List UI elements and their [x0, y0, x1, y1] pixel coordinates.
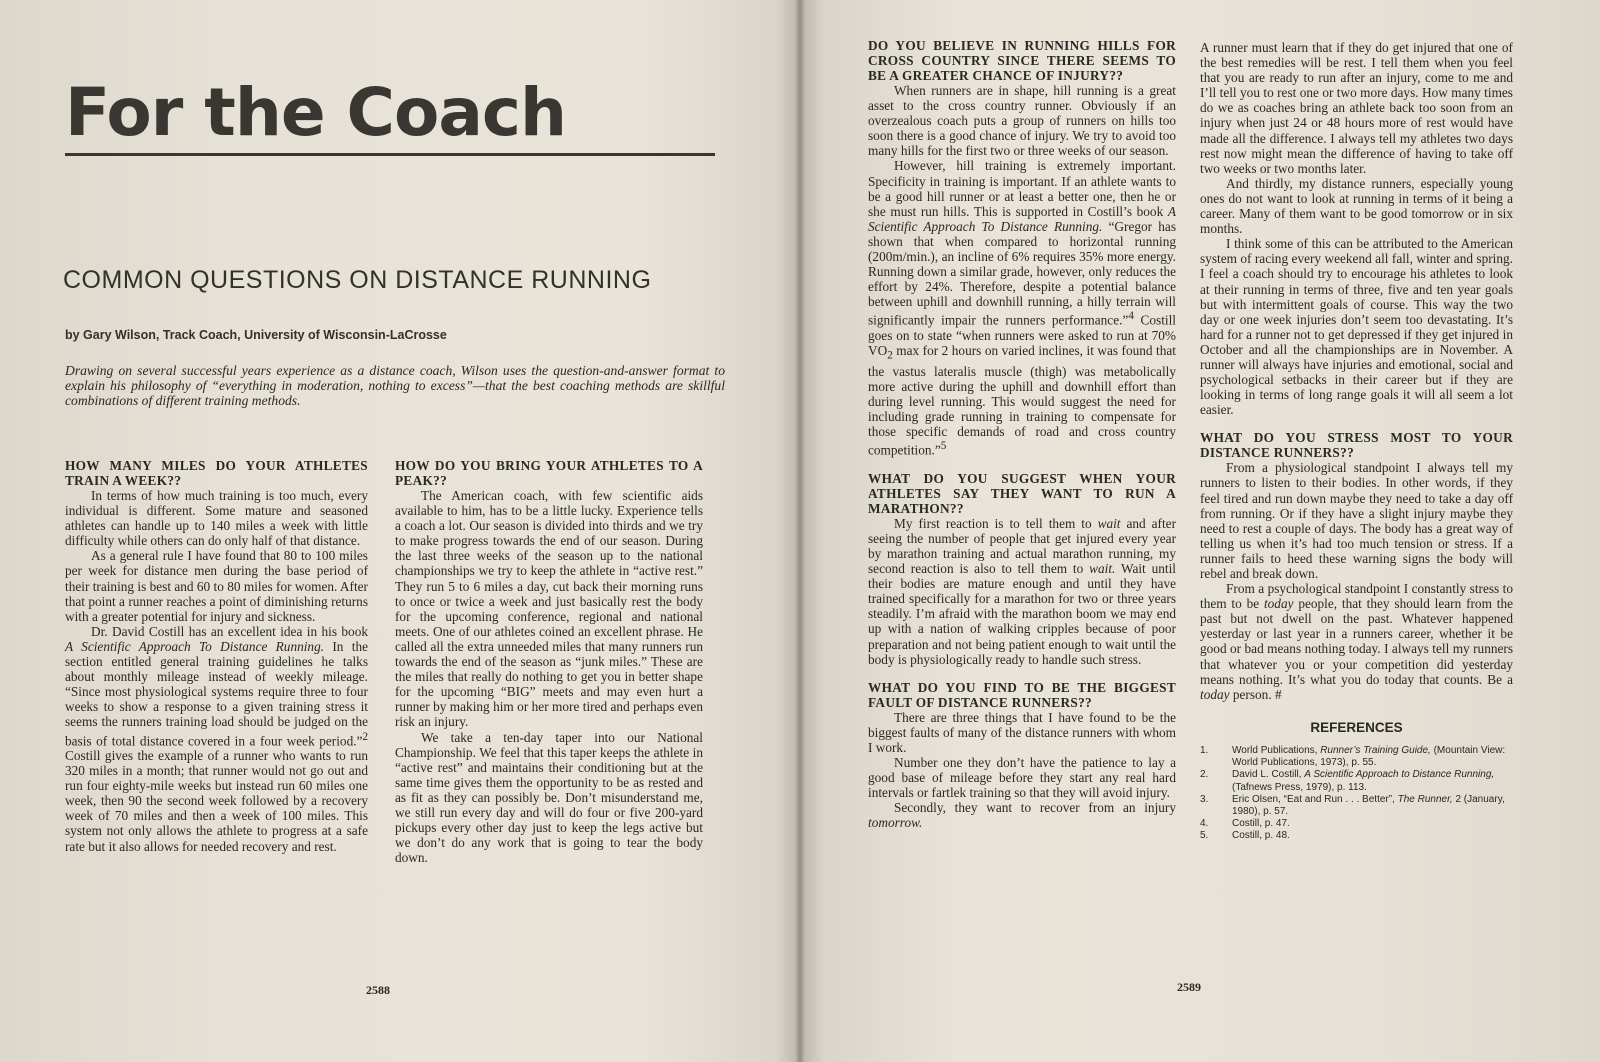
- column-1: [65, 458, 368, 854]
- paragraph: There are three things that I have found to be the biggest faults of many of the distance runners with whom I work.: [868, 709, 1176, 755]
- reference-item: 4. Costill, p. 47.: [1200, 818, 1290, 830]
- question-heading: DO YOU BELIEVE IN RUNNING HILLS FOR CROSS COUNTRY SINCE THERE SEEMS TO BE A GREATER CHANCE OF INJURY??: [868, 38, 1176, 83]
- paragraph: From a psychological standpoint I constantly stress to them to be today people, that they should learn from the past but not dwell on the past. Whatever happened yesterday or last year in a runners career, whether it be good or bad means nothing today. I always tell my runners that whatever you or your competition did yesterday means nothing. It’s what you do today that counts. Be a today person. #: [1200, 581, 1513, 702]
- question-heading: WHAT DO YOU STRESS MOST TO YOUR DISTANCE RUNNERS??: [1200, 430, 1513, 461]
- right-page: [800, 0, 1600, 1062]
- paragraph: I think some of this can be attributed to the American system of racing every weekend all fall, winter and spring. I feel a coach should try to encourage his athletes to look at their running in terms of three, five and ten year goals but with intermittent goals of course. This way the two day or one week injuries don’t seem too devastating. It’s hard for a runner not to get depressed if they get injured in October and all the championships are in November. A runner will always have injuries and emotional, social and psychological setbacks in their career but if they are looking in terms of long range goals it will all seem a lot easier.: [1200, 236, 1513, 418]
- byline: by Gary Wilson, Track Coach, University of Wisconsin-LaCrosse: [65, 328, 447, 342]
- reference-item: 1. World Publications, Runner’s Training Guide, (Mountain View: World Publications, 1973), p. 55.: [1200, 744, 1506, 769]
- paragraph: And thirdly, my distance runners, especially young ones do not want to look at running in terms of it being a career. Many of them want to be good tomorrow or in six months.: [1200, 175, 1513, 237]
- footnote-ref: 4: [1128, 310, 1134, 323]
- question-heading: WHAT DO YOU SUGGEST WHEN YOUR ATHLETES SAY THEY WANT TO RUN A MARATHON??: [868, 470, 1176, 516]
- article-headline: COMMON QUESTIONS ON DISTANCE RUNNING: [63, 266, 652, 294]
- references-heading: REFERENCES: [1310, 719, 1403, 735]
- question-heading: HOW MANY MILES DO YOUR ATHLETES TRAIN A WEEK??: [65, 458, 368, 488]
- paragraph: However, hill training is extremely important. Specificity in training is important. If an athlete wants to be a good hill runner or at least a better one, then he or she must run hills. This is supported in Costill’s book A Scientific Approach To Distance Running. “Gregor has shown that when compared to horizontal running (200m/min.), an incline of 6% requires 35% more energy. Running down a similar grade, however, only reduces the effort by 24%. Therefore, despite a potential balance between uphill and downhill running, a hilly terrain will significantly impair the runners performance.”$^4$ Costill goes on to state “when runners were asked to run at 70% $VO_2$ max for 2 hours on varied inclines, it was found that the vastus lateralis muscle (thigh) was metabolically more active during the uphill and downhill effort than during level running. This would suggest the need for including grade running in training to compensate for those specific demands of road and cross country competition.”$^5$: [868, 158, 1176, 458]
- title-rule: [65, 153, 715, 156]
- column-2: [395, 458, 703, 865]
- paragraph: My first reaction is to tell them to wait and after seeing the number of people that get injured every year by marathon training and actual marathon running, my second reaction is also to tell them to wait. Wait until their bodies are mature enough and until they have trained specifically for a marathon for two or three years steadily. I’m afraid with the marathon boom we may end up with a nation of walking cripples because of poor preparation and not being patient enough to wait until the body is physiologically ready to handle such stress.: [868, 515, 1176, 667]
- paragraph: In terms of how much training is too much, every individual is different. Some mature and seasoned athletes can handle up to 140 miles a week with little difficulty while others can do only half of that distance.: [65, 488, 368, 549]
- reference-item: 2. David L. Costill, A Scientific Approach to Distance Running, (Tafnews Press, 1979), p. 113.: [1200, 769, 1495, 793]
- page-number: 2588: [366, 983, 390, 997]
- paragraph: Number one they don’t have the patience to lay a good base of mileage before they start any real hard intervals or fartlek training so that they will avoid injury.: [868, 754, 1176, 801]
- paragraph: We take a ten-day taper into our National Championship. We feel that this taper keeps the athlete in “active rest” and maintains their conditioning but at the same time gives them the opportunity to be as rested and as fit as they can possibly be. Don’t misunderstand me, we still run every day and will do four or five 200-yard pickups every other day just to keep the legs active but we don’t do any work that is going to tear the body down.: [395, 729, 703, 866]
- reference-item: 5. Costill, p. 48.: [1200, 830, 1290, 842]
- subscript: 2: [887, 349, 893, 362]
- column-4: [1200, 40, 1513, 843]
- question-heading: HOW DO YOU BRING YOUR ATHLETES TO A PEAK??: [395, 458, 703, 488]
- footnote-ref: 2: [362, 730, 368, 743]
- section-title: For the Coach: [65, 74, 566, 151]
- book-title: A Scientific Approach To Distance Running.: [65, 638, 325, 654]
- paragraph: When runners are in shape, hill running is a great asset to the cross country runner. Obviously if an overzealous coach puts a group of runners on hills too soon there is a good chance of injury. We try to avoid too many hills for the first two or three weeks of our season.: [868, 83, 1176, 159]
- paragraph: As a general rule I have found that 80 to 100 miles per week for distance men during the base period of their training is best and 60 to 80 miles for women. After that point a runner reaches a point of diminishing returns with a greater potential for injury and sickness.: [65, 548, 368, 624]
- question-heading: WHAT DO YOU FIND TO BE THE BIGGEST FAULT OF DISTANCE RUNNERS??: [868, 679, 1176, 710]
- paragraph: From a physiological standpoint I always tell my runners to listen to their bodies. In other words, if they feel tired and run down maybe they need to take a day off from running. Or if they have a slight injury maybe they need to rest a couple of days. The body has a great way of telling us when it’s had too much tension or stress. If a runner fails to heed these warning signs the body will rebel and break down.: [1200, 460, 1513, 581]
- paragraph: Secondly, they want to recover from an injury tomorrow.: [868, 800, 1176, 831]
- intro-paragraph: Drawing on several successful years experience as a distance coach, Wilson uses the question-and-answer format to explain his philosophy of “everything in moderation, nothing to excess”—that the best coaching methods are skillful combinations of different training methods.: [65, 363, 725, 408]
- references-list: [1200, 745, 1513, 843]
- paragraph: Dr. David Costill has an excellent idea in his book A Scientific Approach To Distance Running. In the section entitled general training guidelines he talks about monthly mileage instead of weekly mileage. “Since most physiological systems require three to four weeks to show a response to a given training stress it seems the runners training load should be judged on the basis of total distance covered in a four week period.”$^2$ Costill gives the example of a runner who wants to run 320 miles in a month; that runner would not go out and run four eighty-mile weeks but instead run 60 miles one week, then 90 the second week followed by a recovery week of 70 miles and then a week of 100 miles. This system not only allows the athlete to progress at a safe rate but it also allows for needed recovery and rest.: [65, 623, 368, 854]
- paragraph: The American coach, with few scientific aids available to him, has to be a little lucky. Experience tells a coach a lot. Our season is divided into thirds and we try to make progress towards the end of our season. During the last three weeks of the season up to the national championships we try to keep the athlete in “active rest.” They run 5 to 6 miles a day, cut back their morning runs to once or twice a week and just basically rest the body for the upcoming conference, regional and national meets. One of our athletes coined an excellent phrase. He called all the extra unneeded miles that many runners run towards the end of the season as “junk miles.” These are the miles that really do nothing to get you in better shape for the upcoming “BIG” meets and may even hurt a runner by making him or her more tired and perhaps even risk an injury.: [395, 488, 703, 730]
- footnote-ref: 5: [940, 440, 947, 453]
- paragraph-continued: A runner must learn that if they do get injured that one of the best remedies will be rest. I tell them when you feel that you are ready to run after an injury, come to me and I’ll tell you to rest one or two more days. How many times do we as coaches bring an athlete back too soon from an injury when just 24 or 48 hours more of rest would have made all the difference. I always tell my athletes two days rest now might mean the difference of having to take off two weeks or two months later.: [1200, 40, 1513, 176]
- reference-item: 3. Eric Olsen, “Eat and Run . . . Better”, The Runner, 2 (January, 1980), p. 57.: [1200, 793, 1505, 817]
- column-3: [868, 38, 1176, 830]
- book-title: A Scientific Approach To Distance Running.: [868, 203, 1176, 234]
- page-number: 2589: [1177, 980, 1201, 994]
